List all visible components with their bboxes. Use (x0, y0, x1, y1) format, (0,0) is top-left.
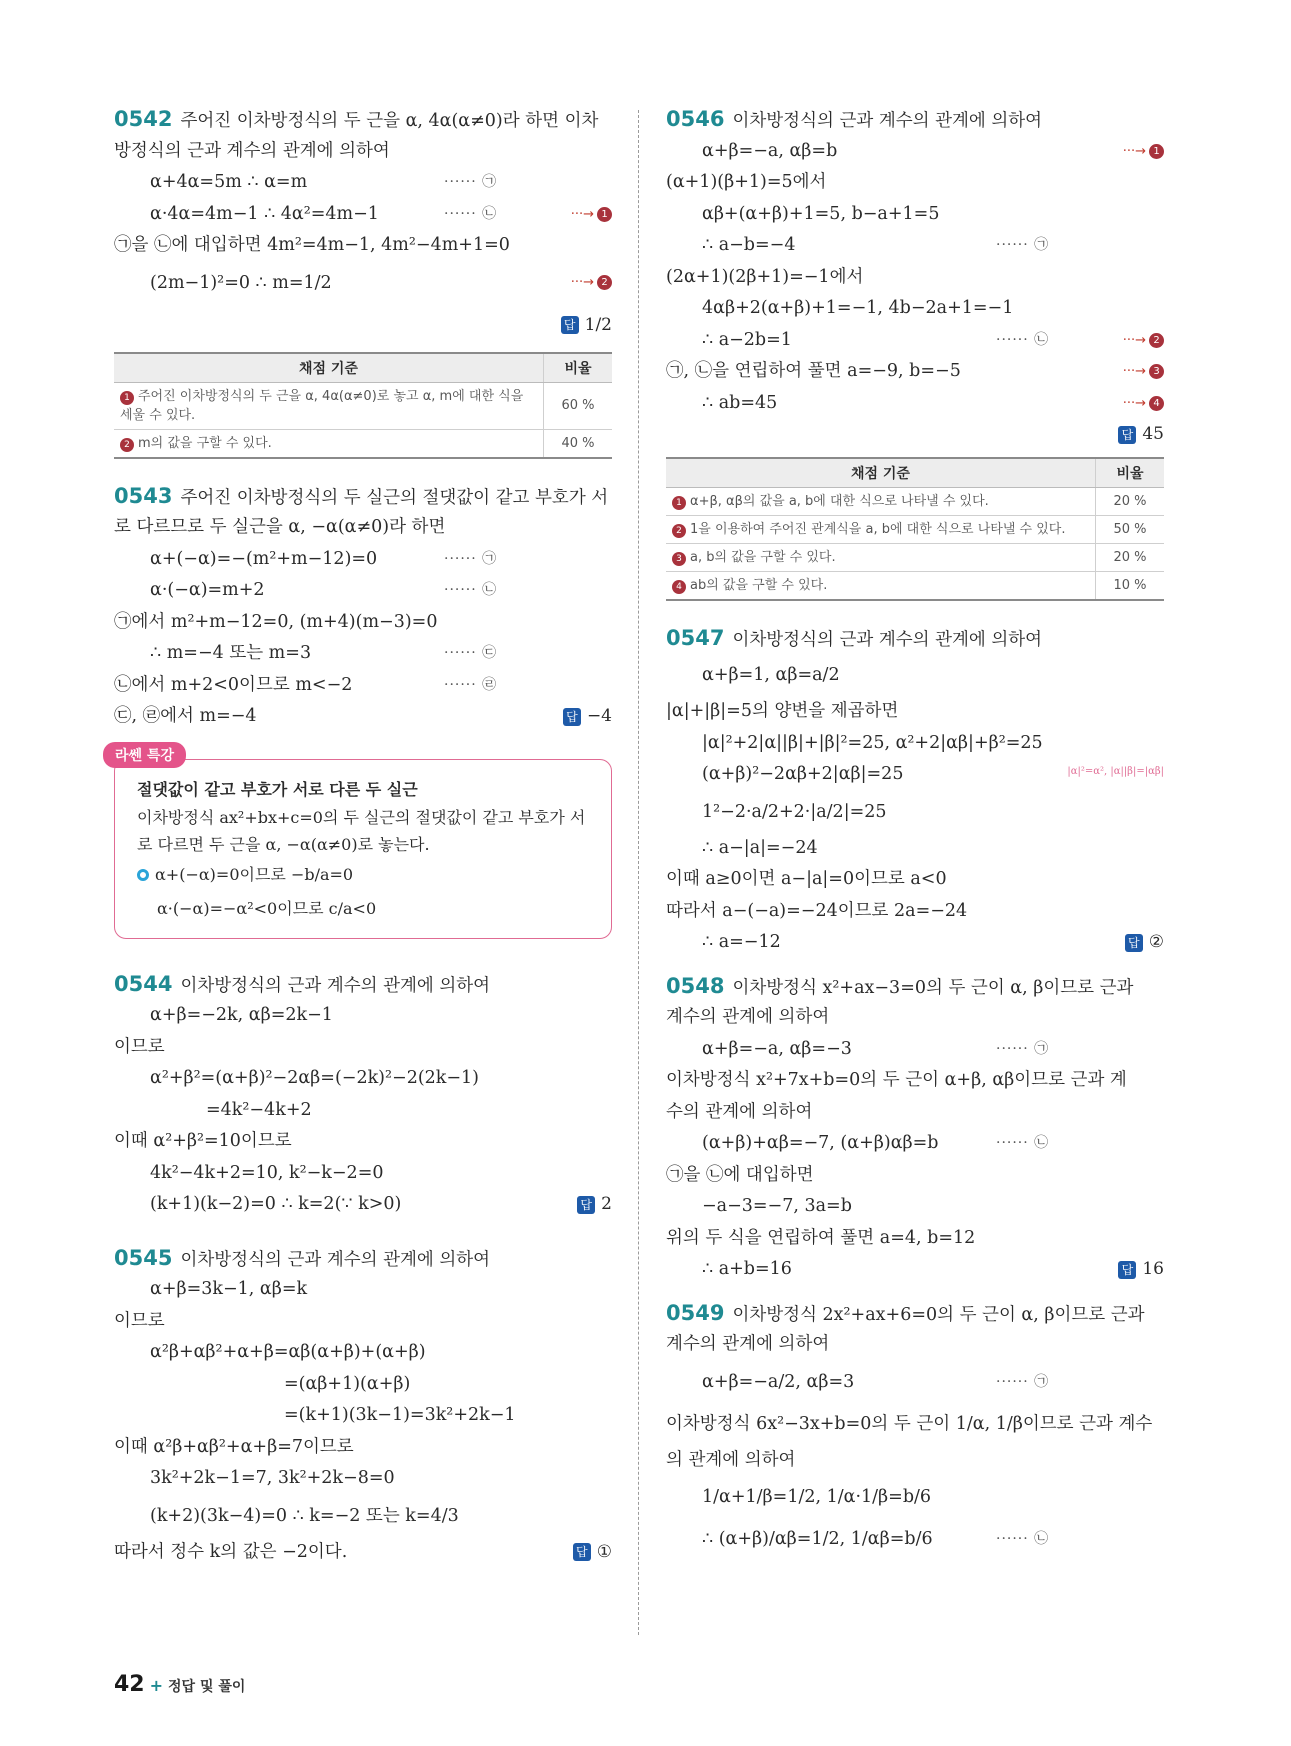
criteria-ratio: 60 % (544, 382, 613, 429)
text-line: 이차방정식 2x²+ax+6=0의 두 근이 α, β이므로 근과 (732, 1304, 1145, 1325)
text-line: 계수의 관계에 의하여 (666, 1007, 830, 1027)
step-marker: ···→ 1 (571, 199, 612, 231)
tip-box (114, 747, 612, 939)
problem-0547 (666, 623, 1164, 959)
criteria-text: 주어진 이차방정식의 두 근을 α, 4α(α≠0)로 놓고 α, m에 대한 식을 세울 수 있다. (120, 388, 524, 423)
equation: ㉡에서 m+2<0이므로 m<−2 (114, 674, 353, 695)
equation-tag: ······ ㉠ (996, 1040, 1050, 1057)
tip-badge: 라쎈 특강 (103, 742, 186, 768)
equation-tag: ······ ㉠ (996, 237, 1050, 253)
equation: 이때 a≥0이면 a−|a|=0이므로 a<0 (666, 869, 947, 889)
answer-value: −4 (586, 706, 612, 726)
problem-number: 0544 (114, 971, 173, 996)
text-line: 이므로 (114, 1310, 165, 1331)
equation: ㉢, ㉣에서 m=−4 (114, 706, 257, 726)
equation: −a−3=−7, 3a=b (702, 1196, 852, 1216)
text-line: |α|+|β|=5의 양변을 제곱하면 (666, 701, 899, 721)
answer-value: 2 (601, 1194, 612, 1214)
answer (573, 1537, 612, 1569)
equation-tag: ······ ㉠ (996, 1373, 1050, 1390)
criteria-ratio: 50 % (1096, 515, 1165, 543)
criteria-number-icon: 1 (120, 391, 134, 405)
text-line: 이때 α²β+αβ²+α+β=7이므로 (114, 1436, 354, 1457)
plus-icon: + (149, 1676, 164, 1695)
step-number-icon: 2 (597, 275, 612, 290)
equation: ∴ ab=45 (702, 392, 778, 413)
page-number: 42 (114, 1672, 145, 1697)
text-line: 주어진 이차방정식의 두 근을 α, 4α(α≠0)라 하면 이차 (180, 111, 599, 131)
text-line: 이차방정식 x²+7x+b=0의 두 근이 α+β, αβ이므로 근과 계 (666, 1070, 1127, 1090)
equation-tag: ······ ㉡ (444, 582, 498, 598)
equation: 1/α+1/β=1/2, 1/α·1/β=b/6 (702, 1487, 932, 1507)
answer-icon: 답 (1125, 934, 1143, 952)
equation: (k+2)(3k−4)=0 ∴ k=−2 또는 k=4/3 (150, 1505, 459, 1526)
criteria-number-icon: 4 (672, 580, 686, 594)
criteria-text: ab의 값을 구할 수 있다. (690, 577, 828, 593)
equation: ∴ a−|a|=−24 (702, 837, 818, 858)
equation: αβ+(α+β)+1=5, b−a+1=5 (702, 203, 940, 224)
equation: 3k²+2k−1=7, 3k²+2k−8=0 (150, 1468, 395, 1488)
step-number-icon: 4 (1149, 396, 1164, 411)
right-column (666, 104, 1164, 1560)
equation: =(k+1)(3k−1)=3k²+2k−1 (284, 1405, 516, 1425)
equation: 1²−2·a/2+2·|a/2|=25 (702, 801, 887, 822)
tip-equation: α·(−α)=−α²<0이므로 c/a<0 (157, 898, 377, 918)
problem-number: 0545 (114, 1245, 173, 1270)
step-marker: ···→ 3 (1123, 356, 1164, 388)
table-row (666, 543, 1164, 571)
grade-header-ratio: 비율 (544, 353, 613, 383)
text-line: 방정식의 근과 계수의 관계에 의하여 (114, 140, 390, 161)
problem-number: 0549 (666, 1300, 725, 1325)
grading-table (666, 457, 1164, 601)
equation: α+(−α)=−(m²+m−12)=0 (150, 548, 378, 569)
equation: (α+β)+αβ=−7, (α+β)αβ=b (702, 1133, 939, 1153)
equation-tag: ······ ㉡ (996, 331, 1050, 348)
answer (561, 304, 612, 346)
problem-number: 0548 (666, 973, 725, 998)
equation: α+β=1, αβ=a/2 (702, 665, 840, 685)
answer-icon: 답 (577, 1196, 595, 1214)
criteria-ratio: 10 % (1096, 571, 1165, 600)
problem-0549 (666, 1298, 1164, 1561)
equation: ㉠을 ㉡에 대입하면 4m²=4m−1, 4m²−4m+1=0 (114, 235, 510, 255)
text-line: 이차방정식의 근과 계수의 관계에 의하여 (732, 111, 1043, 131)
equation: α+β=−a, αβ=−3 (702, 1038, 852, 1059)
equation: α+β=−a, αβ=b (702, 140, 838, 161)
equation: ㉠에서 m²+m−12=0, (m+4)(m−3)=0 (114, 611, 438, 632)
equation: ∴ a+b=16 (702, 1259, 792, 1279)
equation-tag: ······ ㉠ (444, 174, 498, 190)
problem-0548 (666, 971, 1164, 1286)
equation: =4k²−4k+2 (206, 1099, 312, 1120)
answer (1118, 1254, 1164, 1286)
answer-icon: 답 (1118, 1261, 1136, 1279)
text-line: 로 다르므로 두 실근을 α, −α(α≠0)라 하면 (114, 517, 446, 537)
table-row (114, 429, 612, 458)
answer (1118, 419, 1164, 451)
step-marker: ···→ 2 (571, 262, 612, 304)
problem-0546 (666, 104, 1164, 601)
text-line: ㉠을 ㉡에 대입하면 (666, 1164, 814, 1185)
criteria-number-icon: 2 (120, 438, 134, 452)
answer-value: 1/2 (584, 314, 612, 335)
problem-0545 (114, 1243, 612, 1569)
equation: ∴ m=−4 또는 m=3 (150, 643, 312, 663)
equation: 위의 두 식을 연립하여 풀면 a=4, b=12 (666, 1227, 976, 1248)
equation: (k+1)(k−2)=0 ∴ k=2(∵ k>0) (150, 1194, 402, 1214)
problem-number: 0543 (114, 483, 173, 508)
answer-icon: 답 (561, 316, 579, 334)
equation: (2m−1)²=0 ∴ m=1/2 (150, 272, 332, 293)
text-line: 이차방정식 x²+ax−3=0의 두 근이 α, β이므로 근과 (732, 977, 1134, 998)
answer-value: ① (596, 1541, 612, 1562)
footer-label: 정답 및 풀이 (168, 1679, 246, 1695)
equation: α²+β²=(α+β)²−2αβ=(−2k)²−2(2k−1) (150, 1068, 480, 1088)
step-number-icon: 1 (1149, 144, 1164, 159)
equation: |α|²+2|α||β|+|β|²=25, α²+2|αβ|+β²=25 (702, 732, 1043, 753)
equation: (α+β)²−2αβ+2|αβ|=25 (702, 764, 904, 784)
text-line: 따라서 정수 k의 값은 −2이다. (114, 1541, 348, 1562)
answer-icon: 답 (563, 708, 581, 726)
problem-number: 0547 (666, 625, 725, 650)
step-number-icon: 1 (597, 207, 612, 222)
text-line: 계수의 관계에 의하여 (666, 1334, 830, 1354)
table-row (666, 515, 1164, 543)
side-note: |α|²=α², |α||β|=|αβ| (1067, 765, 1164, 777)
table-row (666, 571, 1164, 600)
problem-0542 (114, 104, 612, 459)
equation: (α+1)(β+1)=5에서 (666, 172, 827, 192)
grade-header-criteria: 채점 기준 (666, 458, 1096, 488)
tip-title: 절댓값이 같고 부호가 서로 다른 두 실근 (137, 779, 418, 799)
column-divider (638, 110, 639, 1635)
tip-equation: α+(−α)=0이므로 −b/a=0 (155, 864, 354, 884)
criteria-text: a, b의 값을 구할 수 있다. (690, 549, 836, 565)
answer-icon: 답 (573, 1543, 591, 1561)
equation: 4k²−4k+2=10, k²−k−2=0 (150, 1162, 384, 1183)
grading-table (114, 352, 612, 459)
text-line: 이때 α²+β²=10이므로 (114, 1131, 292, 1151)
page-footer (114, 1672, 245, 1697)
table-row (114, 382, 612, 429)
tip-body: 이차방정식 ax²+bx+c=0의 두 실근의 절댓값이 같고 부호가 서로 다르면 두 근을 α, −α(α≠0)로 놓는다. (137, 807, 586, 854)
text-line: 의 관계에 의하여 (666, 1449, 796, 1470)
text-line: 이차방정식 6x²−3x+b=0의 두 근이 1/α, 1/β이므로 근과 계수 (666, 1413, 1153, 1434)
step-number-icon: 2 (1149, 333, 1164, 348)
equation: =(αβ+1)(α+β) (284, 1373, 411, 1394)
equation: α+β=3k−1, αβ=k (150, 1279, 308, 1299)
step-number-icon: 3 (1149, 364, 1164, 379)
answer (577, 1189, 612, 1221)
equation: 4αβ+2(α+β)+1=−1, 4b−2a+1=−1 (702, 298, 1014, 318)
text-line: 수의 관계에 의하여 (666, 1101, 813, 1122)
criteria-ratio: 40 % (544, 429, 613, 458)
equation-tag: ······ ㉣ (444, 676, 498, 693)
problem-0544 (114, 969, 612, 1221)
equation: α²β+αβ²+α+β=αβ(α+β)+(α+β) (150, 1342, 426, 1362)
equation: α+β=−2k, αβ=2k−1 (150, 1005, 333, 1025)
equation-tag: ······ ㉡ (996, 1135, 1050, 1151)
table-row (666, 487, 1164, 515)
answer-value: 45 (1142, 424, 1164, 444)
answer (563, 701, 612, 733)
text-line: 이차방정식의 근과 계수의 관계에 의하여 (180, 975, 491, 996)
answer-value: ② (1148, 932, 1164, 952)
equation: α·(−α)=m+2 (150, 580, 265, 600)
equation: α+β=−a/2, αβ=3 (702, 1371, 855, 1392)
criteria-ratio: 20 % (1096, 487, 1165, 515)
answer-icon: 답 (1118, 426, 1136, 444)
answer-value: 16 (1142, 1259, 1164, 1279)
equation-tag: ······ ㉡ (444, 205, 498, 222)
text-line: 이차방정식의 근과 계수의 관계에 의하여 (180, 1249, 491, 1270)
equation: ∴ a−b=−4 (702, 235, 796, 255)
step-marker: ···→ 4 (1123, 388, 1164, 420)
equation: ㉠, ㉡을 연립하여 풀면 a=−9, b=−5 (666, 361, 961, 381)
problem-0543 (114, 481, 612, 733)
grade-header-ratio: 비율 (1096, 458, 1165, 488)
criteria-number-icon: 1 (672, 496, 686, 510)
step-marker: ···→ 2 (1123, 325, 1164, 357)
equation: 따라서 a−(−a)=−24이므로 2a=−24 (666, 900, 968, 921)
equation: ∴ a−2b=1 (702, 329, 792, 350)
problem-number: 0542 (114, 107, 173, 131)
criteria-text: α+β, αβ의 값을 a, b에 대한 식으로 나타낼 수 있다. (690, 493, 989, 509)
equation-tag: ······ ㉠ (444, 550, 498, 567)
criteria-ratio: 20 % (1096, 543, 1165, 571)
equation: (2α+1)(2β+1)=−1에서 (666, 266, 864, 287)
criteria-number-icon: 3 (672, 552, 686, 566)
left-column (114, 104, 612, 1568)
equation-tag: ······ ㉡ (996, 1531, 1050, 1547)
criteria-text: 1을 이용하여 주어진 관계식을 a, b에 대한 식으로 나타낼 수 있다. (690, 521, 1066, 537)
bullet-icon (137, 869, 149, 881)
equation: α+4α=5m ∴ α=m (150, 172, 308, 192)
equation: ∴ a=−12 (702, 932, 781, 952)
equation: α·4α=4m−1 ∴ 4α²=4m−1 (150, 203, 379, 224)
equation-tag: ······ ㉢ (444, 645, 498, 661)
text-line: 이므로 (114, 1036, 165, 1057)
text-line: 주어진 이차방정식의 두 실근의 절댓값이 같고 부호가 서 (180, 487, 609, 508)
answer (1125, 927, 1164, 959)
step-marker: ···→ 1 (1123, 136, 1164, 168)
grade-header-criteria: 채점 기준 (114, 353, 544, 383)
criteria-number-icon: 2 (672, 524, 686, 538)
equation: ∴ (α+β)/αβ=1/2, 1/αβ=b/6 (702, 1529, 933, 1549)
problem-number: 0546 (666, 107, 725, 131)
text-line: 이차방정식의 근과 계수의 관계에 의하여 (732, 629, 1043, 650)
criteria-text: m의 값을 구할 수 있다. (138, 435, 272, 451)
